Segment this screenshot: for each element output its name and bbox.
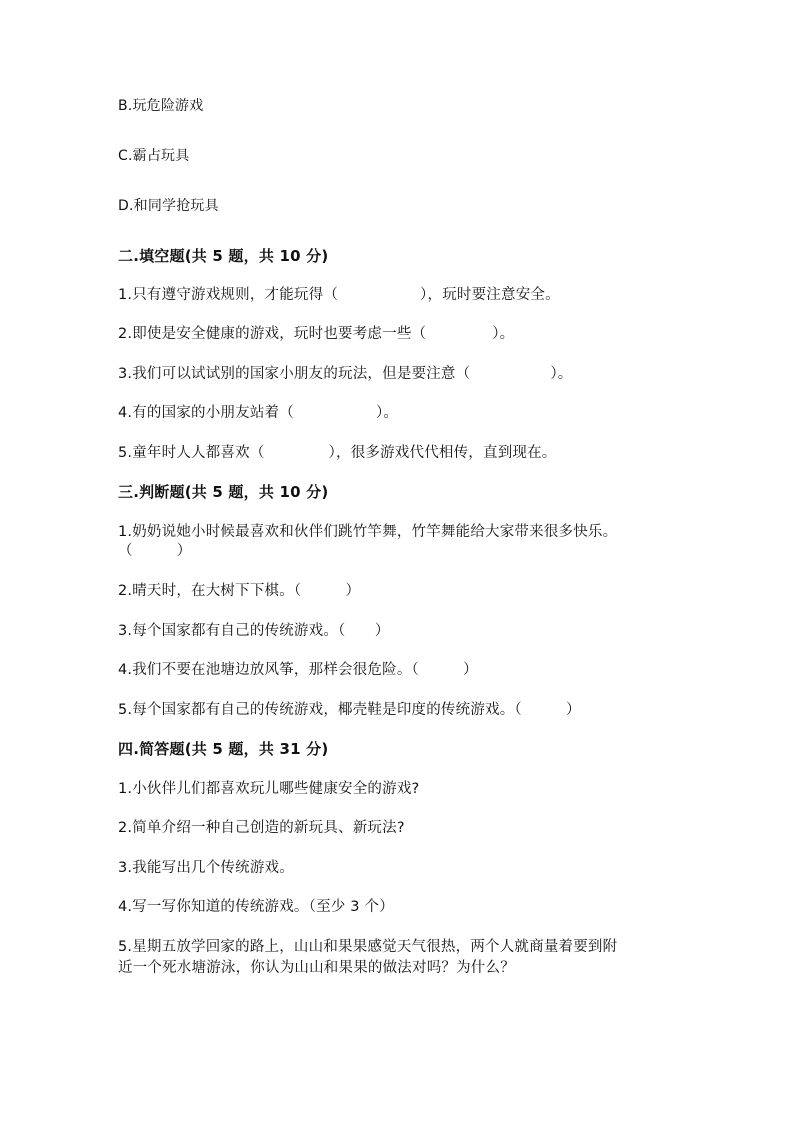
judge-question-3: 3.每个国家都有自己的传统游戏。（ ） bbox=[118, 623, 390, 639]
judge-question-2: 2.晴天时，在大树下下棋。（ ） bbox=[118, 583, 361, 599]
question-text: 4.有的国家的小朋友站着（ bbox=[118, 405, 294, 421]
fill-question-1 bbox=[118, 285, 560, 305]
judge-question-1-bracket[interactable]: （ ） bbox=[118, 543, 192, 559]
fill-question-2 bbox=[118, 324, 514, 344]
fill-question-5 bbox=[118, 443, 557, 463]
question-text: ），很多游戏代代相传，直到现在。 bbox=[328, 445, 557, 461]
short-question-1: 1.小伙伴儿们都喜欢玩儿哪些健康安全的游戏? bbox=[118, 781, 420, 797]
short-question-3: 3.我能写出几个传统游戏。 bbox=[118, 860, 294, 876]
question-text: ）。 bbox=[550, 366, 573, 382]
fill-question-4 bbox=[118, 403, 398, 423]
question-text: 5.童年时人人都喜欢（ bbox=[118, 445, 265, 461]
section-heading-true-false: 三.判断题(共 5 题，共 10 分) bbox=[118, 483, 329, 501]
question-text: 3.我们可以试试别的国家小朋友的玩法，但是要注意（ bbox=[118, 366, 471, 382]
judge-question-1: 1.奶奶说她小时候最喜欢和伙伴们跳竹竿舞，竹竿舞能给大家带来很多快乐。 bbox=[118, 524, 618, 540]
question-text: 1.只有遵守游戏规则，才能玩得（ bbox=[118, 287, 339, 303]
option-d: D.和同学抢玩具 bbox=[118, 198, 219, 214]
question-text: ），玩时要注意安全。 bbox=[420, 287, 560, 303]
short-question-5: 5.星期五放学回家的路上，山山和果果感觉天气很热，两个人就商量着要到附 bbox=[118, 939, 618, 955]
section-heading-short-answer: 四.简答题(共 5 题，共 31 分) bbox=[118, 740, 329, 758]
question-text: ）。 bbox=[375, 405, 399, 421]
short-question-2: 2.简单介绍一种自己创造的新玩具、新玩法? bbox=[118, 820, 405, 836]
section-heading-fill-blank: 二.填空题(共 5 题，共 10 分) bbox=[118, 247, 329, 265]
short-question-4: 4.写一写你知道的传统游戏。（至少 3 个） bbox=[118, 899, 394, 915]
fill-question-3 bbox=[118, 364, 573, 384]
question-text: 2.即使是安全健康的游戏，玩时也要考虑一些（ bbox=[118, 326, 427, 342]
judge-question-5: 5.每个国家都有自己的传统游戏，椰壳鞋是印度的传统游戏。（ ） bbox=[118, 702, 581, 718]
judge-question-4: 4.我们不要在池塘边放风筝，那样会很危险。（ ） bbox=[118, 662, 478, 678]
option-b: B.玩危险游戏 bbox=[118, 98, 204, 114]
question-text: ）。 bbox=[492, 326, 515, 342]
option-c: C.霸占玩具 bbox=[118, 148, 190, 164]
short-question-5-cont: 近一个死水塘游泳，你认为山山和果果的做法对吗？为什么？ bbox=[118, 960, 515, 976]
